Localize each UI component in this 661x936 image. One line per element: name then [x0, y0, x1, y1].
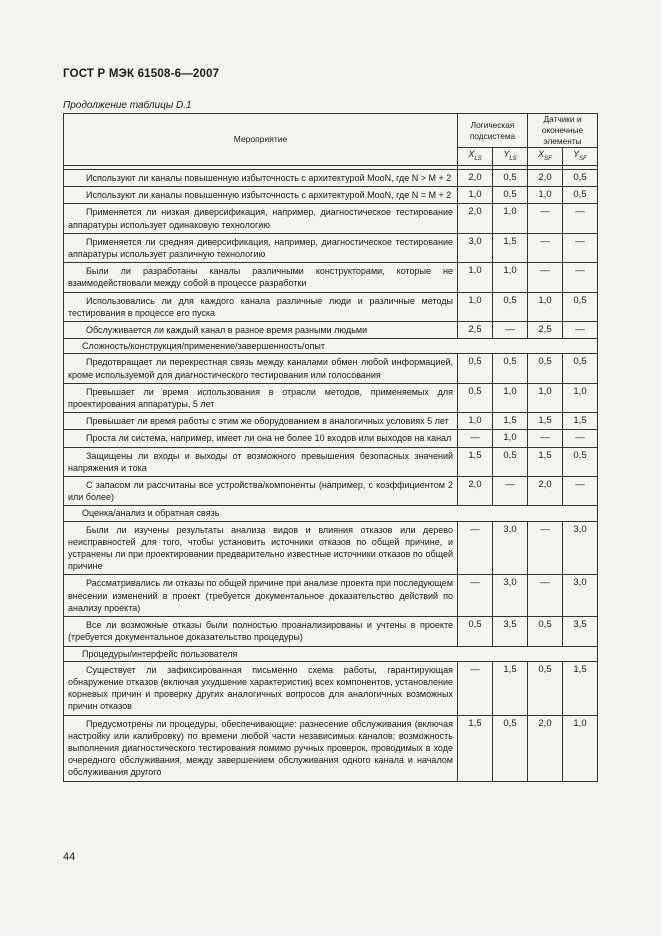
value-x-sf: 0,5 [528, 661, 563, 715]
table-row [64, 521, 598, 575]
header-sensors: Датчики и оконечные элементы [528, 114, 598, 148]
value-y-ls: 1,0 [493, 383, 528, 412]
value-y-sf: 0,5 [563, 354, 598, 383]
table-row [64, 575, 598, 617]
header-logic-subsystem: Логическая подсистема [458, 114, 528, 148]
value-x-ls: 1,5 [458, 447, 493, 476]
value-y-ls: 0,5 [493, 292, 528, 321]
value-y-sf: 1,5 [563, 413, 598, 430]
value-x-ls: — [458, 661, 493, 715]
value-x-sf: 2,0 [528, 170, 563, 187]
value-x-ls: 1,5 [458, 715, 493, 781]
value-x-ls: 2,0 [458, 477, 493, 506]
value-x-sf: 2,0 [528, 715, 563, 781]
value-x-sf: 1,0 [528, 187, 563, 204]
table-row [64, 263, 598, 292]
section-heading: Процедуры/интерфейс пользователя [64, 646, 598, 661]
header-y-ls: $Y_{LS}$ [493, 148, 528, 166]
header-x-sf: $X_{SF}$ [528, 148, 563, 166]
table-row [64, 617, 598, 646]
value-x-ls: 1,0 [458, 413, 493, 430]
table-row [64, 170, 598, 187]
activity-text: Существует ли зафиксированная письменно схема работы, гарантирующая обнаружение отказов (включая ухудшение характеристик) всех компонентов, установление корневых причин и проверку других аналогичных вопросов для аналогичных возможных причин отказов [64, 661, 458, 715]
value-x-ls: 0,5 [458, 383, 493, 412]
value-x-sf: 1,0 [528, 292, 563, 321]
value-x-ls: 1,0 [458, 187, 493, 204]
value-y-sf: 0,5 [563, 292, 598, 321]
value-x-ls: — [458, 521, 493, 575]
value-y-ls: 3,0 [493, 521, 528, 575]
table-row [64, 322, 598, 339]
value-y-sf: 3,5 [563, 617, 598, 646]
value-y-sf: — [563, 477, 598, 506]
value-x-ls: 1,0 [458, 263, 493, 292]
activity-text: Предотвращает ли перекрестная связь между каналами обмен любой информацией, кроме используемой для диагностического тестирования или голосования [64, 354, 458, 383]
table-row [64, 383, 598, 412]
value-y-sf: 3,0 [563, 521, 598, 575]
activity-text: Предусмотрены ли процедуры, обеспечивающие: разнесение обслуживания (включая настройку или калибровку) по времени любой части независимых каналов; возможность выполнения диагностического тестирования помимо ручных проверок, проводимых в ходе очередного обслуживания, между завершением обслуживания одного канала и началом обслуживания другого [64, 715, 458, 781]
activity-text: Используют ли каналы повышенную избыточность с архитектурой MooN, где N > M + 2 [64, 170, 458, 187]
section-row [64, 339, 598, 354]
value-y-ls: — [493, 477, 528, 506]
value-x-sf: 0,5 [528, 354, 563, 383]
value-y-ls: 0,5 [493, 170, 528, 187]
table-row [64, 661, 598, 715]
table-row [64, 354, 598, 383]
value-y-ls: 0,5 [493, 447, 528, 476]
page-number: 44 [63, 851, 76, 863]
activity-text: Превышает ли время использования в отрасли методов, применяемых для проектирования аппаратуры, 5 лет [64, 383, 458, 412]
section-row [64, 646, 598, 661]
table-row [64, 292, 598, 321]
table-row [64, 187, 598, 204]
value-y-sf: — [563, 322, 598, 339]
activity-text: Обслуживается ли каждый канал в разное время разными людьми [64, 322, 458, 339]
table-row [64, 413, 598, 430]
value-y-ls: 3,5 [493, 617, 528, 646]
value-x-sf: 2,0 [528, 477, 563, 506]
value-y-sf: 1,0 [563, 715, 598, 781]
value-x-sf: 2,5 [528, 322, 563, 339]
value-x-ls: 3,0 [458, 233, 493, 262]
value-y-ls: 0,5 [493, 715, 528, 781]
value-x-sf: 1,0 [528, 383, 563, 412]
table-row [64, 204, 598, 233]
activity-text: Рассматривались ли отказы по общей причине при анализе проекта при последующем внесении изменений в проект (требуется документальное доказательство действий по анализу проекта) [64, 575, 458, 617]
value-y-ls: 0,5 [493, 354, 528, 383]
value-x-ls: — [458, 430, 493, 447]
value-x-sf: — [528, 204, 563, 233]
table-row [64, 430, 598, 447]
value-y-ls: — [493, 322, 528, 339]
activity-text: Используют ли каналы повышенную избыточность с архитектурой MooN, где N = M + 2 [64, 187, 458, 204]
activity-table [63, 113, 598, 782]
value-x-sf: — [528, 521, 563, 575]
value-x-ls: 0,5 [458, 354, 493, 383]
value-x-ls: 1,0 [458, 292, 493, 321]
table-row [64, 715, 598, 781]
activity-text: Были ли разработаны каналы различными конструкторами, которые не взаимодействовали между собой в процессе разработки [64, 263, 458, 292]
value-x-sf: 1,5 [528, 447, 563, 476]
value-y-ls: 1,5 [493, 233, 528, 262]
value-y-sf: 0,5 [563, 170, 598, 187]
value-y-ls: 1,0 [493, 204, 528, 233]
header-activity: Мероприятие [64, 114, 458, 166]
value-y-ls: 1,0 [493, 430, 528, 447]
value-y-sf: 1,0 [563, 383, 598, 412]
value-x-sf: — [528, 430, 563, 447]
activity-text: Превышает ли время работы с этим же оборудованием в аналогичных условиях 5 лет [64, 413, 458, 430]
header-x-ls: $X_{LS}$ [458, 148, 493, 166]
value-y-ls: 0,5 [493, 187, 528, 204]
activity-text: Применяется ли низкая диверсификация, например, диагностическое тестирование аппаратуры использует одинаковую технологию [64, 204, 458, 233]
value-x-sf: 1,5 [528, 413, 563, 430]
value-x-ls: 2,0 [458, 170, 493, 187]
section-row [64, 506, 598, 521]
value-x-ls: 2,0 [458, 204, 493, 233]
table-row [64, 233, 598, 262]
value-y-sf: — [563, 430, 598, 447]
header-y-sf: $Y_{SF}$ [563, 148, 598, 166]
section-heading: Оценка/анализ и обратная связь [64, 506, 598, 521]
value-y-ls: 3,0 [493, 575, 528, 617]
value-y-ls: 1,5 [493, 413, 528, 430]
value-y-sf: 0,5 [563, 187, 598, 204]
activity-text: Применяется ли средняя диверсификация, например, диагностическое тестирование аппаратуры использует различную технологию [64, 233, 458, 262]
value-y-sf: 3,0 [563, 575, 598, 617]
activity-text: Проста ли система, например, имеет ли она не более 10 входов или выходов на канал [64, 430, 458, 447]
value-x-sf: — [528, 233, 563, 262]
activity-text: Защищены ли входы и выходы от возможного превышения безопасных значений напряжения и тока [64, 447, 458, 476]
table-row [64, 477, 598, 506]
activity-text: Все ли возможные отказы были полностью проанализированы и учтены в проекте (требуется документальное доказательство процедуры) [64, 617, 458, 646]
value-y-ls: 1,0 [493, 263, 528, 292]
activity-text: С запасом ли рассчитаны все устройства/компоненты (например, с коэффициентом 2 или более) [64, 477, 458, 506]
table-caption: Продолжение таблицы D.1 [63, 100, 192, 111]
value-x-ls: 0,5 [458, 617, 493, 646]
value-x-sf: 0,5 [528, 617, 563, 646]
activity-text: Были ли изучены результаты анализа видов и влияния отказов или дерево неисправностей для того, чтобы установить источники отказов по общей причине, и устранены ли при проектировании предварительно известные источники отказов по общей причине [64, 521, 458, 575]
value-y-sf: 1,5 [563, 661, 598, 715]
document-title: ГОСТ Р МЭК 61508-6—2007 [63, 68, 220, 80]
table-row [64, 447, 598, 476]
section-heading: Сложность/конструкция/применение/завершенность/опыт [64, 339, 598, 354]
value-x-ls: — [458, 575, 493, 617]
value-y-ls: 1,5 [493, 661, 528, 715]
activity-text: Использовались ли для каждого канала различные люди и различные методы тестирования в процессе его пуска [64, 292, 458, 321]
value-x-sf: — [528, 575, 563, 617]
value-y-sf: — [563, 263, 598, 292]
value-y-sf: — [563, 204, 598, 233]
value-y-sf: — [563, 233, 598, 262]
value-x-ls: 2,5 [458, 322, 493, 339]
value-x-sf: — [528, 263, 563, 292]
value-y-sf: 0,5 [563, 447, 598, 476]
